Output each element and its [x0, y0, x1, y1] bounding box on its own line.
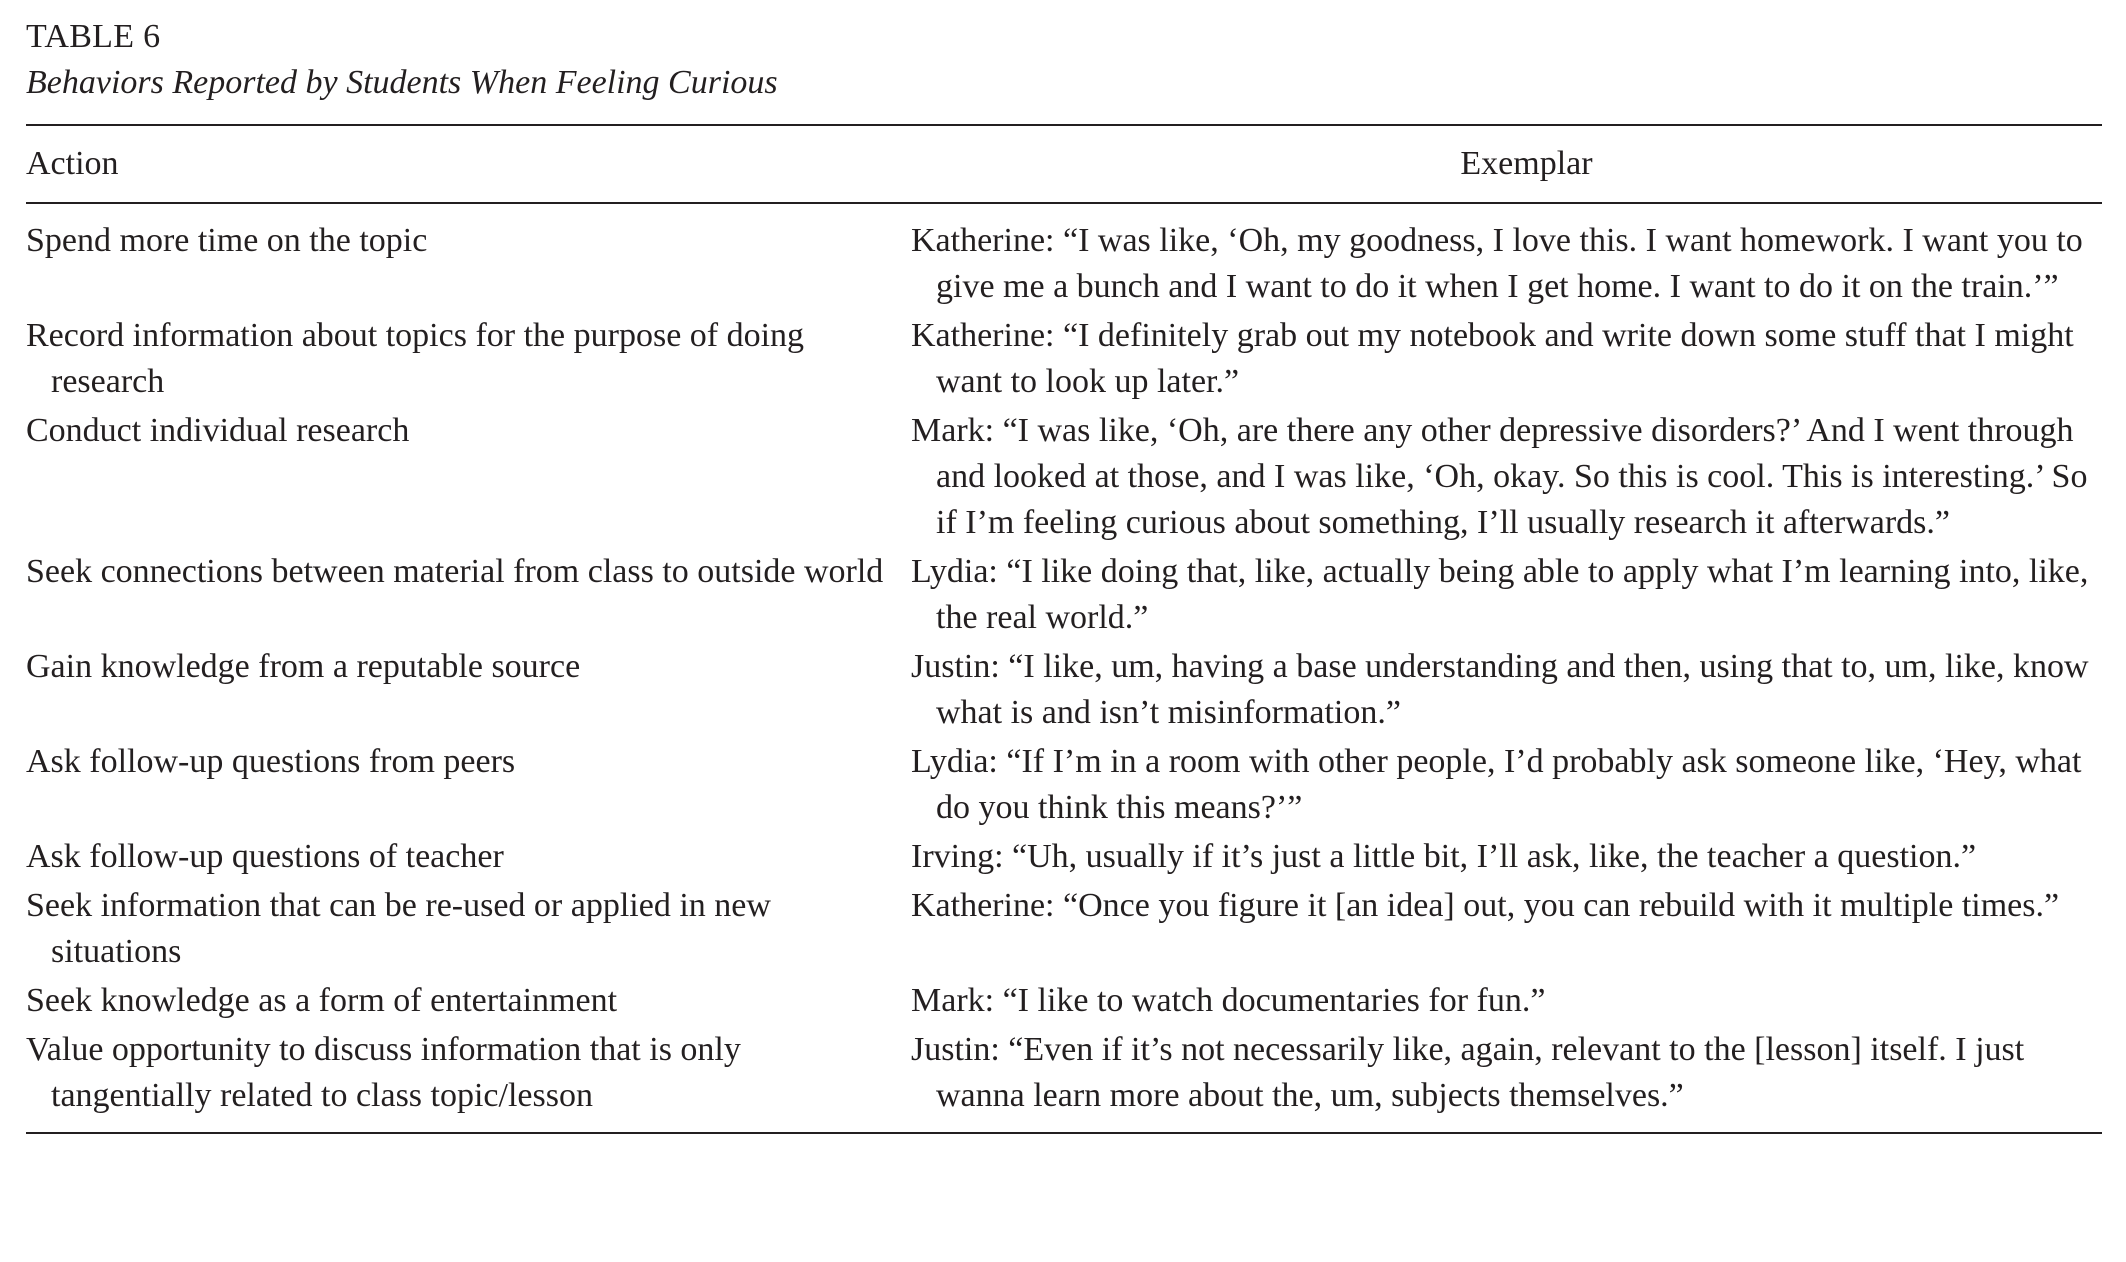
table-bottom-rule: [26, 1132, 2102, 1134]
action-cell: Seek information that can be re-used or applied in new situations: [26, 887, 771, 970]
table-row: [26, 834, 2102, 880]
exemplar-cell: Lydia: “If I’m in a room with other people, I’d probably ask someone like, ‘Hey, what do you think this means?’”: [911, 743, 2082, 826]
exemplar-cell: Irving: “Uh, usually if it’s just a little bit, I’ll ask, like, the teacher a question.”: [911, 838, 1977, 875]
action-cell: Spend more time on the topic: [26, 222, 428, 259]
action-cell: Seek knowledge as a form of entertainment: [26, 982, 618, 1019]
document-page: [26, 14, 2102, 1134]
table-row: [26, 978, 2102, 1024]
table-row: [26, 883, 2102, 975]
table-row: [26, 644, 2102, 736]
table-row: [26, 739, 2102, 831]
action-cell: Ask follow-up questions from peers: [26, 743, 516, 780]
action-cell: Seek connections between material from class to outside world: [26, 553, 884, 590]
exemplar-cell: Katherine: “I definitely grab out my notebook and write down some stuff that I might want to look up later.”: [911, 317, 2074, 400]
action-cell: Value opportunity to discuss information that is only tangentially related to class topic/lesson: [26, 1031, 741, 1114]
table-row: [26, 218, 2102, 310]
column-header-exemplar: Exemplar: [1460, 145, 1593, 182]
exemplar-cell: Justin: “I like, um, having a base understanding and then, using that to, um, like, know what is and isn’t misinformation.”: [911, 648, 2089, 731]
table-label: TABLE 6: [26, 18, 161, 55]
table-row: [26, 1027, 2102, 1119]
table-row: [26, 549, 2102, 641]
exemplar-cell: Justin: “Even if it’s not necessarily like, again, relevant to the [lesson] itself. I just wanna learn more about the, um, subjects themselves.”: [911, 1031, 2025, 1114]
exemplar-cell: Katherine: “Once you figure it [an idea] out, you can rebuild with it multiple times.”: [911, 887, 2060, 924]
table-row: [26, 313, 2102, 405]
table-body: [26, 204, 2102, 1132]
table-row: [26, 408, 2102, 546]
action-cell: Gain knowledge from a reputable source: [26, 648, 581, 685]
exemplar-cell: Katherine: “I was like, ‘Oh, my goodness, I love this. I want homework. I want you to give me a bunch and I want to do it when I get home. I want to do it on the train.’”: [911, 222, 2083, 305]
column-header-action: Action: [26, 145, 119, 182]
action-cell: Record information about topics for the purpose of doing research: [26, 317, 805, 400]
table-header-row: [26, 126, 2102, 202]
exemplar-cell: Mark: “I was like, ‘Oh, are there any other depressive disorders?’ And I went through and looked at those, and I was like, ‘Oh, okay. So this is cool. This is interesting.’ So if I’m feeling curious about something, I’ll usually research it afterwards.”: [911, 412, 2088, 541]
exemplar-cell: Mark: “I like to watch documentaries for fun.”: [911, 982, 1546, 1019]
action-cell: Conduct individual research: [26, 412, 410, 449]
table-caption: Behaviors Reported by Students When Feeling Curious: [26, 64, 778, 101]
exemplar-cell: Lydia: “I like doing that, like, actually being able to apply what I’m learning into, like, the real world.”: [911, 553, 2089, 636]
action-cell: Ask follow-up questions of teacher: [26, 838, 504, 875]
